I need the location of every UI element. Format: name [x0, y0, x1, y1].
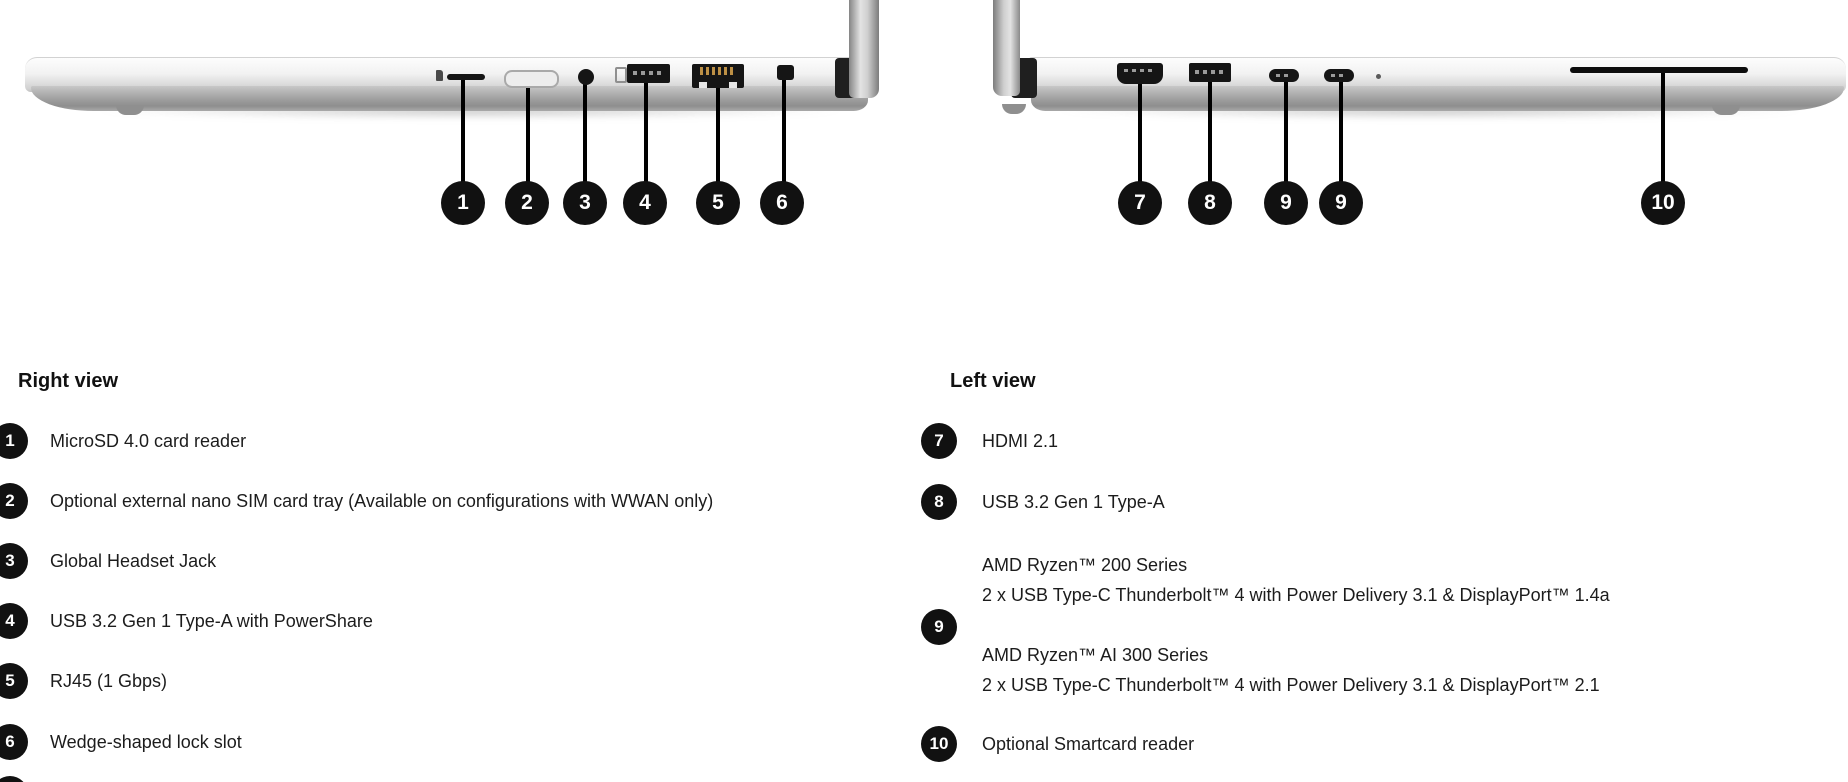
legend-badge-3: 3 — [0, 543, 28, 579]
callout-line — [1661, 73, 1665, 183]
lock-slot — [777, 65, 794, 80]
legend-item-9-line-1: AMD Ryzen™ 200 Series — [982, 555, 1188, 575]
usb-a-port-left — [1189, 63, 1231, 82]
callout-8: 8 — [1188, 181, 1232, 225]
legend-item-8: USB 3.2 Gen 1 Type-A — [982, 492, 1165, 512]
sim-tray — [504, 70, 559, 88]
legend-item-3: Global Headset Jack — [50, 551, 217, 571]
legend-item-5: RJ45 (1 Gbps) — [50, 671, 168, 691]
callout-5: 5 — [696, 181, 740, 225]
callout-7: 7 — [1118, 181, 1162, 225]
microsd-icon — [436, 70, 443, 81]
legend-badge-partial — [0, 776, 28, 782]
callout-line — [644, 83, 648, 183]
callout-10: 10 — [1641, 181, 1685, 225]
legend-item-4: USB 3.2 Gen 1 Type-A with PowerShare — [50, 611, 373, 631]
callout-4: 4 — [623, 181, 667, 225]
legend-badge-7: 7 — [921, 423, 957, 459]
legend-badge-10: 10 — [921, 726, 957, 762]
callout-line — [1138, 84, 1142, 183]
callout-9b: 9 — [1319, 181, 1363, 225]
legend-badge-8: 8 — [921, 484, 957, 520]
left-laptop-display-edge — [993, 0, 1020, 96]
callout-3: 3 — [563, 181, 607, 225]
hdmi-port — [1117, 63, 1163, 84]
powershare-battery-icon — [615, 67, 627, 83]
legend-item-9-line-4: 2 x USB Type-C Thunderbolt™ 4 with Power Delivery 3.1 & DisplayPort™ 2.1 — [982, 675, 1600, 695]
callout-2: 2 — [505, 181, 549, 225]
usb-c-port-2 — [1324, 69, 1354, 82]
legend-badge-2: 2 — [0, 483, 28, 519]
legend-badge-9: 9 — [921, 609, 957, 645]
legend-item-10: Optional Smartcard reader — [982, 734, 1195, 754]
legend-badge-1: 1 — [0, 423, 28, 459]
callout-9a: 9 — [1264, 181, 1308, 225]
legend-badge-5: 5 — [0, 663, 28, 699]
microsd-slot — [447, 74, 485, 80]
callout-line — [583, 84, 587, 183]
right-laptop-underside — [31, 86, 868, 111]
left-laptop-rear-foot — [1002, 104, 1026, 114]
callout-1: 1 — [441, 181, 485, 225]
callout-line — [716, 88, 720, 183]
usb-c-port-1 — [1269, 69, 1299, 82]
callout-line — [1284, 82, 1288, 183]
headset-jack — [578, 69, 594, 85]
legend-item-2: Optional external nano SIM card tray (Available on configurations with WWAN only) — [50, 491, 714, 511]
callout-line — [526, 84, 530, 183]
callout-line — [782, 80, 786, 183]
smartcard-slot — [1570, 67, 1748, 73]
left-view-title: Left view — [950, 370, 1036, 392]
right-laptop-display-edge — [849, 0, 879, 98]
legend-item-1: MicroSD 4.0 card reader — [50, 431, 247, 451]
rj45-port — [692, 64, 744, 88]
callout-6: 6 — [760, 181, 804, 225]
usb-a-port-right — [627, 64, 670, 83]
legend-item-7: HDMI 2.1 — [982, 431, 1059, 451]
callout-line — [461, 80, 465, 183]
legend-item-6: Wedge-shaped lock slot — [50, 732, 242, 752]
legend-item-9-line-2: 2 x USB Type-C Thunderbolt™ 4 with Power Delivery 3.1 & DisplayPort™ 1.4a — [982, 585, 1610, 605]
legend-badge-4: 4 — [0, 603, 28, 639]
right-view-title: Right view — [18, 370, 119, 392]
battery-status-led — [1376, 74, 1381, 79]
callout-line — [1339, 82, 1343, 183]
callout-line — [1208, 82, 1212, 183]
legend-badge-6: 6 — [0, 724, 28, 760]
legend-item-9-line-3: AMD Ryzen™ AI 300 Series — [982, 645, 1209, 665]
